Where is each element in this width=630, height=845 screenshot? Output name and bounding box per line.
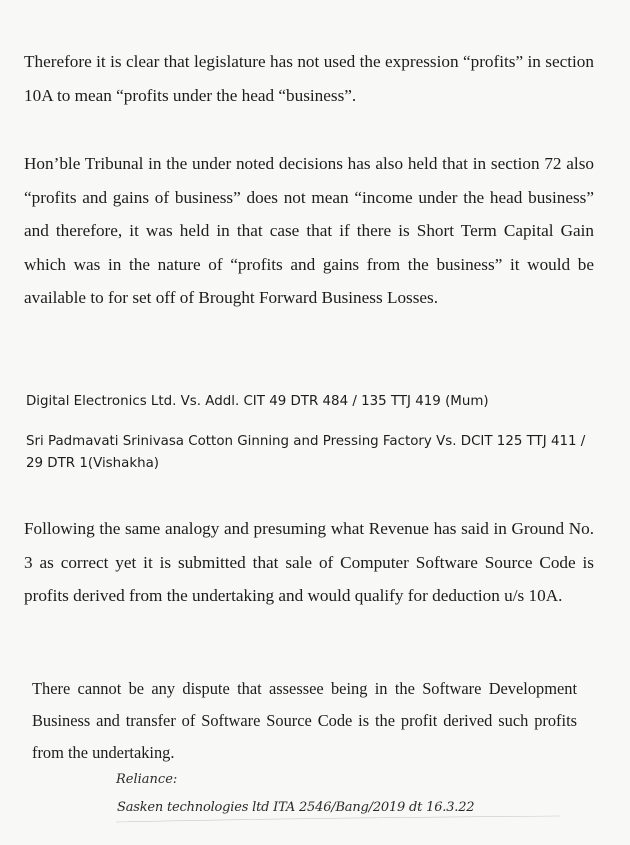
paragraph-tribunal-section-72: Hon’ble Tribunal in the under noted decisions has also held that in section 72 also “profits and gains of business” does not mean “income under the head business” and therefore, it was held in that case that if there is Short Term Capital Gain which was in the nature of “profits and gains from the business” it would be available to for set off of Brought Forward Business Losses. [24, 154, 594, 307]
citation-sri-padmavati: Sri Padmavati Srinivasa Cotton Ginning and Pressing Factory Vs. DCIT 125 TTJ 411 / 29 DTR 1(Vishakha) [26, 434, 586, 471]
paragraph-section-10a-profits: Therefore it is clear that legislature has not used the expression “profits” in section 10A to mean “profits under the head “business”. [24, 52, 594, 105]
handwritten-reliance-citation: Sasken technologies ltd ITA 2546/Bang/2019 dt 16.3.22 [117, 800, 475, 815]
paragraph-same-analogy: Following the same analogy and presuming what Revenue has said in Ground No. 3 as correct yet it is submitted that sale of Computer Software Source Code is profits derived from the undertaking and would qualify for deduction u/s 10A. [24, 519, 594, 605]
handwritten-reliance-label: Reliance: [116, 772, 178, 787]
citation-digital-electronics: Digital Electronics Ltd. Vs. Addl. CIT 49 DTR 484 / 135 TTJ 419 (Mum) [26, 394, 489, 409]
paragraph-no-dispute: There cannot be any dispute that assessee being in the Software Development Business and transfer of Software Source Code is the profit derived such profits from the undertaking. [32, 679, 577, 762]
